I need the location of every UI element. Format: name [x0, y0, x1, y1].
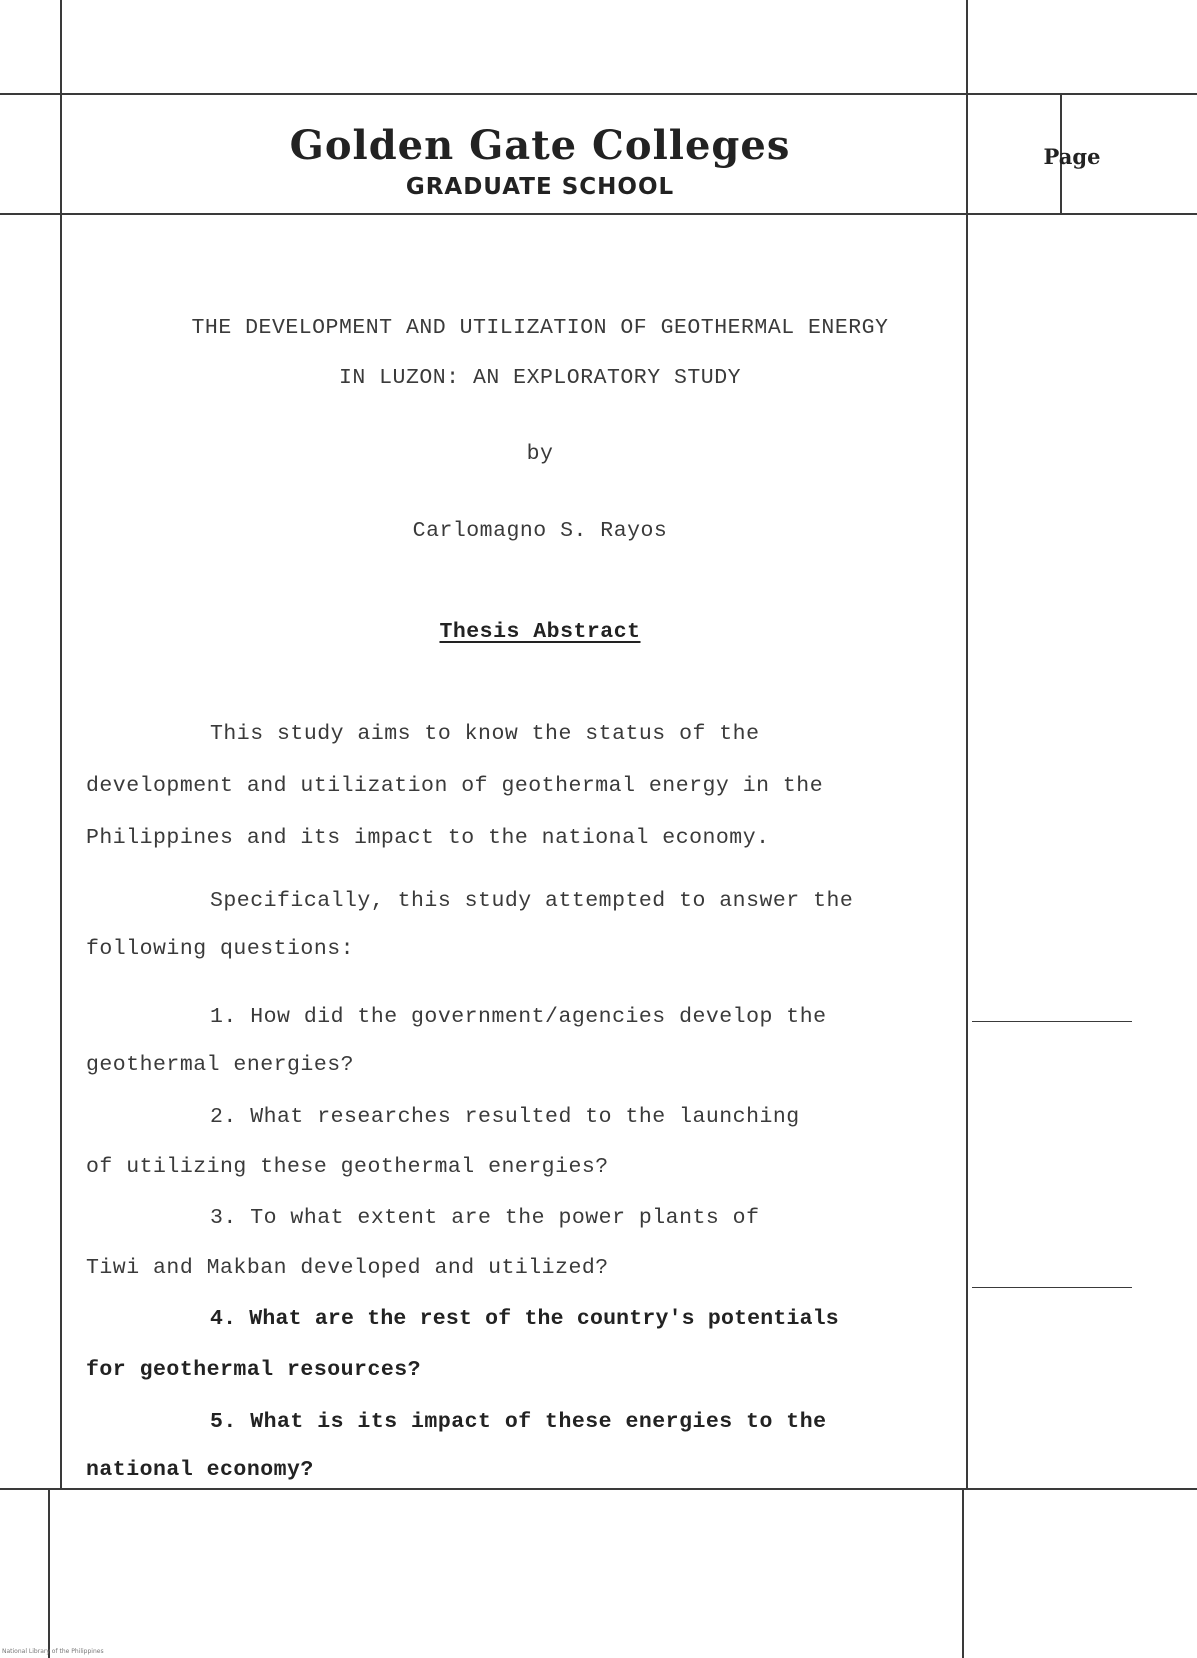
question-line: 4. What are the rest of the country's potentials: [210, 1307, 839, 1331]
question-line: 1. How did the government/agencies develop the: [210, 1005, 827, 1029]
left-margin-line: [48, 1490, 50, 1658]
abstract-line: Specifically, this study attempted to answer the: [210, 889, 854, 913]
margin-tick-line: [972, 1287, 1132, 1288]
question-line: 3. To what extent are the power plants of: [210, 1206, 760, 1230]
abstract-line: development and utilization of geothermal energy in the: [86, 774, 824, 798]
margin-tick-line: [972, 1021, 1132, 1022]
section-heading: Thesis Abstract: [439, 620, 641, 644]
title-line-2: IN LUZON: AN EXPLORATORY STUDY: [338, 366, 742, 390]
top-border-line: [0, 93, 1197, 95]
body-bottom-line: [0, 1488, 1197, 1490]
school-name: Golden Gate Colleges: [289, 122, 791, 169]
byline-by: by: [526, 442, 554, 466]
question-line: 5. What is its impact of these energies to the: [210, 1410, 827, 1434]
page-label: Page: [1043, 144, 1101, 169]
question-line: Tiwi and Makban developed and utilized?: [86, 1256, 609, 1280]
abstract-line: Philippines and its impact to the national economy.: [86, 826, 770, 850]
question-line: of utilizing these geothermal energies?: [86, 1155, 609, 1179]
division-name: GRADUATE SCHOOL: [405, 174, 675, 200]
question-line: for geothermal resources?: [86, 1358, 422, 1382]
abstract-line: This study aims to know the status of the: [210, 722, 760, 746]
right-margin-line: [962, 1490, 964, 1658]
abstract-line: following questions:: [86, 937, 355, 961]
footer-note: National Library of the Philippines: [2, 1648, 104, 1655]
right-margin-line: [966, 0, 968, 1488]
question-line: 2. What researches resulted to the launching: [210, 1105, 800, 1129]
title-line-1: THE DEVELOPMENT AND UTILIZATION OF GEOTHERMAL ENERGY: [191, 316, 889, 340]
left-margin-line: [60, 0, 62, 1488]
author-name: Carlomagno S. Rayos: [412, 519, 668, 543]
question-line: geothermal energies?: [86, 1053, 355, 1077]
question-line: national economy?: [86, 1458, 314, 1482]
header-bottom-line: [0, 213, 1197, 215]
